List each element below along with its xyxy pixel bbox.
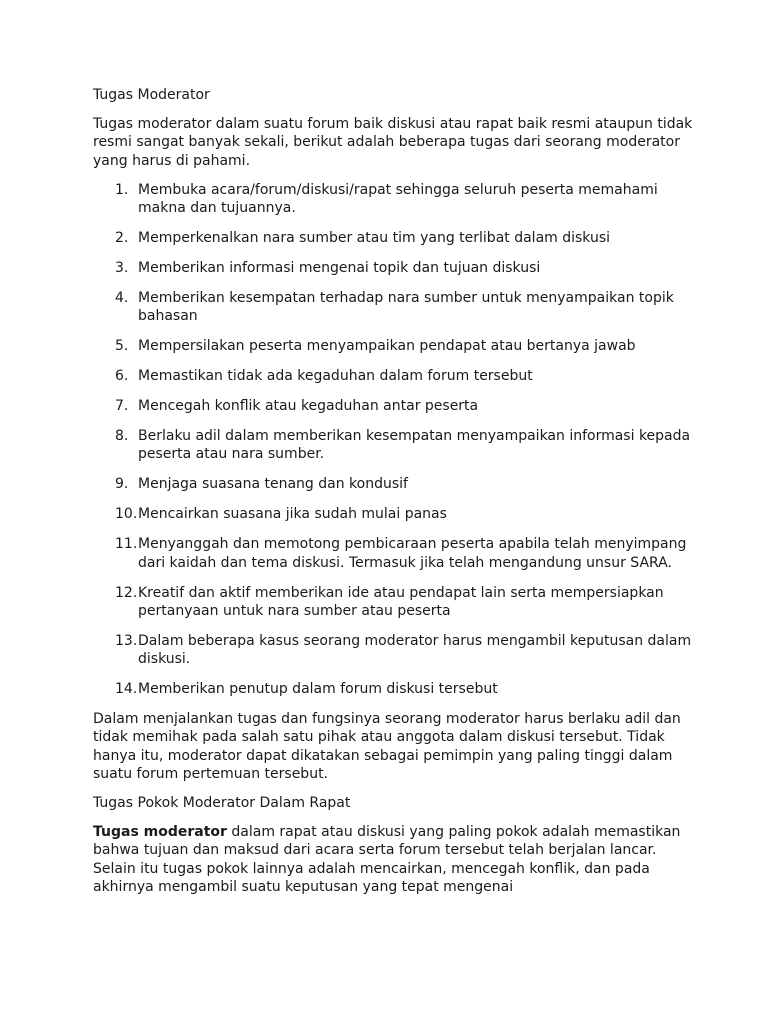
list-item-number: 14.	[115, 681, 138, 698]
list-item	[93, 535, 693, 571]
list-item-text: Menjaga suasana tenang dan kondusif	[138, 476, 408, 493]
list-item-number: 4.	[115, 290, 129, 307]
final-paragraph	[93, 823, 693, 896]
list-item-number: 6.	[115, 368, 129, 385]
list-item-text: Memberikan penutup dalam forum diskusi tersebut	[138, 681, 498, 698]
list-item-number: 13.	[115, 632, 138, 649]
document-title: Tugas Moderator	[93, 87, 210, 103]
list-item-number: 10.	[115, 506, 138, 523]
list-item-text: Mencairkan suasana jika sudah mulai panas	[138, 506, 447, 523]
list-item	[93, 475, 693, 493]
closing-paragraph: Dalam menjalankan tugas dan fungsinya seorang moderator harus berlaku adil dan tidak memihak pada salah satu pihak atau anggota dalam diskusi tersebut. Tidak hanya itu, moderator dapat dikatakan sebagai pemimpin yang paling tinggi dalam suatu forum pertemuan tersebut.	[93, 711, 681, 782]
list-item-text: Memberikan informasi mengenai topik dan tujuan diskusi	[138, 260, 541, 277]
list-item-text: Memastikan tidak ada kegaduhan dalam forum tersebut	[138, 368, 533, 385]
intro-paragraph: Tugas moderator dalam suatu forum baik diskusi atau rapat baik resmi ataupun tidak resmi sangat banyak sekali, berikut adalah beberapa tugas dari seorang moderator yang harus di pahami.	[93, 116, 693, 169]
list-item	[93, 427, 693, 463]
document-page	[93, 86, 693, 907]
list-item-number: 8.	[115, 428, 129, 445]
list-item	[93, 680, 693, 698]
list-item	[93, 584, 693, 620]
list-item-text: Mempersilakan peserta menyampaikan pendapat atau bertanya jawab	[138, 338, 636, 355]
list-item	[93, 632, 693, 668]
list-item-text: Menyanggah dan memotong pembicaraan peserta apabila telah menyimpang dari kaidah dan tema diskusi. Termasuk jika telah mengandung unsur SARA.	[138, 536, 687, 571]
list-item-number: 3.	[115, 260, 129, 277]
list-item	[93, 505, 693, 523]
list-item-text: Memperkenalkan nara sumber atau tim yang terlibat dalam diskusi	[138, 230, 611, 247]
final-bold-lead: Tugas moderator	[93, 824, 227, 841]
list-item	[93, 259, 693, 277]
list-item-text: Memberikan kesempatan terhadap nara sumber untuk menyampaikan topik bahasan	[138, 290, 674, 325]
list-item-number: 11.	[115, 536, 138, 553]
list-item	[93, 181, 693, 217]
list-item-number: 1.	[115, 181, 129, 198]
list-item-number: 5.	[115, 338, 129, 355]
list-item-text: Dalam beberapa kasus seorang moderator harus mengambil keputusan dalam diskusi.	[138, 632, 692, 668]
section-subtitle: Tugas Pokok Moderator Dalam Rapat	[93, 795, 351, 812]
list-item-number: 9.	[115, 476, 129, 493]
list-item	[93, 397, 693, 415]
list-item-text: Membuka acara/forum/diskusi/rapat sehingga seluruh peserta memahami makna dan tujuannya.	[138, 181, 658, 217]
list-item	[93, 367, 693, 385]
list-item-text: Mencegah konflik atau kegaduhan antar peserta	[138, 398, 479, 415]
list-item-text: Kreatif dan aktif memberikan ide atau pendapat lain serta mempersiapkan pertanyaan untuk nara sumber atau peserta	[138, 584, 664, 619]
list-item	[93, 229, 693, 247]
list-item	[93, 289, 693, 325]
list-item-number: 2.	[115, 230, 129, 247]
duties-list	[93, 181, 693, 698]
list-item-number: 7.	[115, 398, 129, 415]
list-item-number: 12.	[115, 584, 138, 601]
final-text: dalam rapat atau diskusi yang paling pokok adalah memastikan bahwa tujuan dan maksud dari acara serta forum tersebut telah berjalan lancar. Selain itu tugas pokok lainnya adalah mencairkan, mencegah konflik, dan pada akhirnya mengambil suatu keputusan yang tepat mengenai	[93, 824, 681, 895]
list-item-text: Berlaku adil dalam memberikan kesempatan menyampaikan informasi kepada peserta atau nara sumber.	[138, 428, 691, 463]
list-item	[93, 337, 693, 355]
